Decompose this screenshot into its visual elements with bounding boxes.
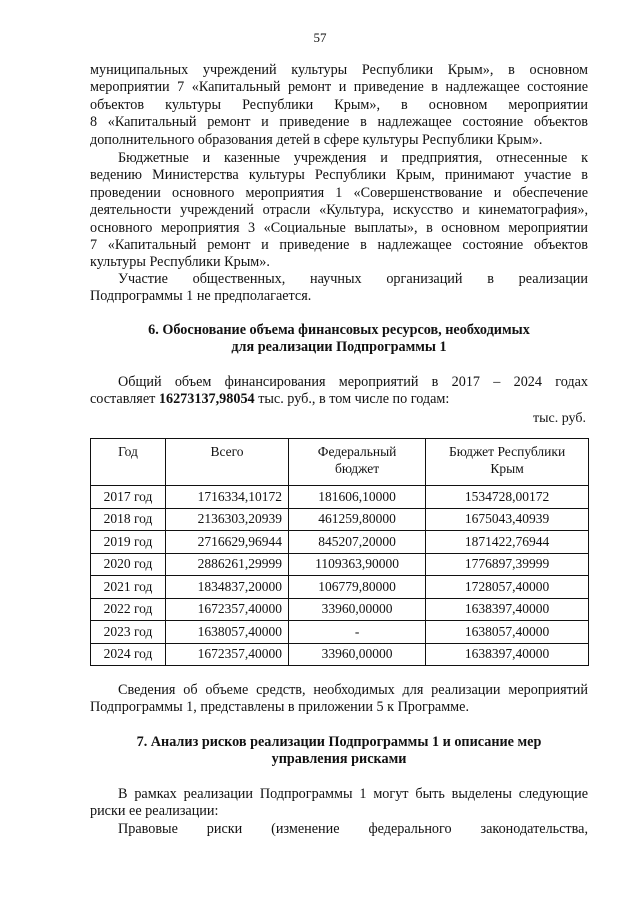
cell-regional: 1728057,40000 [426,576,589,599]
cell-federal: 181606,10000 [289,486,426,509]
cell-federal: 33960,00000 [289,643,426,666]
cell-regional: 1675043,40939 [426,508,589,531]
cell-year: 2020 год [91,553,166,576]
header-regional: Бюджет Республики Крым [426,439,589,486]
cell-year: 2018 год [91,508,166,531]
total-amount: 16273137,98054 [158,391,255,408]
header-year: Год [91,439,166,486]
paragraph-budget-institutions: Бюджетные и казенные учреждения и предприятия, отнесенные к ведению Министерства культуры Республики Крым, принимают участие в проведении основного мероприятия 1 «Совершенствование и обеспечение деятельности учреждений отрасли «Культура, искусство и кинематография», основного мероприятия 3 «Социальные выплаты», в основном мероприятии 7 «Капитальный ремонт и приведение в надлежащее состояние объектов культуры Республики Крым». [90,150,588,271]
cell-regional: 1638397,40000 [426,643,589,666]
cell-year: 2019 год [91,531,166,554]
paragraph-legal-risks: Правовые риски (изменение федерального законодательства, [118,821,588,837]
table-row [91,486,589,509]
table-row [91,576,589,599]
table-row [91,531,589,554]
table-row [91,508,589,531]
header-federal: Федеральный бюджет [289,439,426,486]
unit-label: тыс. руб. [533,411,586,426]
cell-total: 1716334,10172 [166,486,289,509]
cell-total: 1638057,40000 [166,621,289,644]
cell-total: 1834837,20000 [166,576,289,599]
cell-federal: 461259,80000 [289,508,426,531]
paragraph-appendix-reference: Сведения об объеме средств, необходимых для реализации мероприятий Подпрограммы 1, представлены в приложении 5 к Программе. [90,682,588,716]
cell-total: 2886261,29999 [166,553,289,576]
header-total: Всего [166,439,289,486]
table-header-row [91,439,589,486]
table-row [91,598,589,621]
cell-federal: 1109363,90000 [289,553,426,576]
cell-regional: 1534728,00172 [426,486,589,509]
paragraph-participation-measures: муниципальных учреждений культуры Республики Крым», в основном мероприятии 7 «Капитальный ремонт и приведение в надлежащее состояние объектов культуры Республики Крым», в основном мероприятии 8 «Капитальный ремонт и приведение в надлежащее состояние объектов дополнительного образования детей в сфере культуры Республики Крым». [90,62,588,148]
cell-federal: 33960,00000 [289,598,426,621]
cell-year: 2017 год [91,486,166,509]
cell-total: 1672357,40000 [166,643,289,666]
cell-total: 1672357,40000 [166,598,289,621]
paragraph-risks-intro: В рамках реализации Подпрограммы 1 могут быть выделены следующие риски ее реализации: [90,786,588,820]
paragraph-total-funding: Общий объем финансирования мероприятий в 2017 – 2024 годах составляет 16273137,98054 тыс. руб., в том числе по годам: [90,374,588,408]
section-7-title: 7. Анализ рисков реализации Подпрограммы 1 и описание мер управления рисками [136,734,542,768]
cell-federal: 106779,80000 [289,576,426,599]
cell-federal: - [289,621,426,644]
cell-regional: 1871422,76944 [426,531,589,554]
cell-year: 2023 год [91,621,166,644]
funding-table [90,438,589,666]
table-row [91,553,589,576]
cell-regional: 1776897,39999 [426,553,589,576]
cell-year: 2022 год [91,598,166,621]
cell-federal: 845207,20000 [289,531,426,554]
cell-total: 2136303,20939 [166,508,289,531]
cell-year: 2024 год [91,643,166,666]
cell-total: 2716629,96944 [166,531,289,554]
table-row [91,643,589,666]
paragraph-public-organizations: Участие общественных, научных организаций в реализации Подпрограммы 1 не предполагается. [90,271,588,305]
page-number: 57 [313,30,327,45]
section-6-title: 6. Обоснование объема финансовых ресурсов, необходимых для реализации Подпрограммы 1 [148,322,530,356]
cell-regional: 1638057,40000 [426,621,589,644]
cell-regional: 1638397,40000 [426,598,589,621]
table-row [91,621,589,644]
cell-year: 2021 год [91,576,166,599]
